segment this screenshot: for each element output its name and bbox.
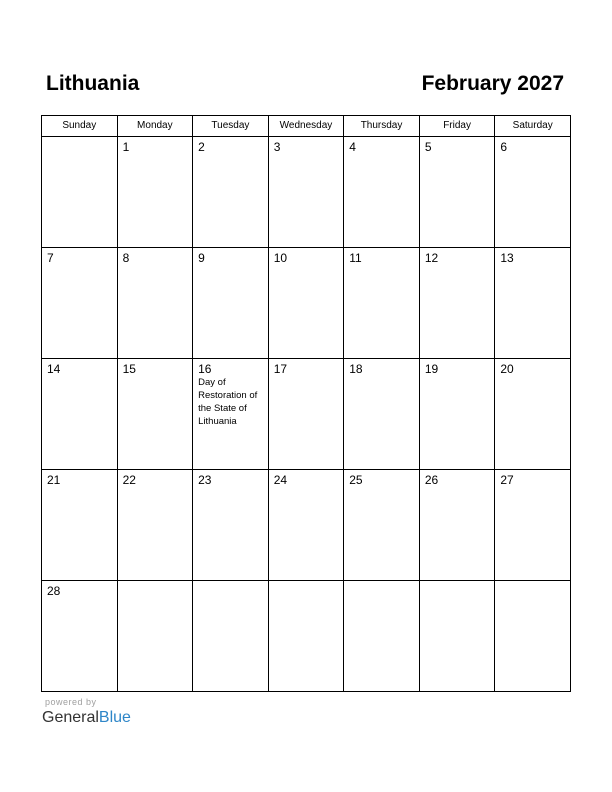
day-number: 5 [424,140,432,154]
day-number: 4 [349,140,356,154]
empty-day-cell [268,581,344,692]
brand-general-text: General [42,709,99,726]
day-number: 27 [500,473,514,487]
day-cell[interactable] [344,470,420,581]
day-number: 18 [349,362,363,376]
week-row [42,248,571,359]
weekday-sunday: Sunday [42,116,118,137]
day-cell[interactable] [268,359,344,470]
day-number: 20 [500,362,514,376]
day-cell[interactable] [42,581,118,692]
empty-day-cell [117,581,193,692]
week-row [42,137,571,248]
day-number: 16 [198,362,212,376]
day-number: 21 [47,473,61,487]
calendar-body [42,137,571,692]
empty-day-cell [419,581,495,692]
day-number: 3 [273,140,281,154]
weekday-tuesday: Tuesday [193,116,269,137]
empty-day-cell [193,581,269,692]
day-number: 28 [47,584,61,598]
day-number: 19 [424,362,439,376]
empty-day-cell [42,137,118,248]
day-cell[interactable] [419,137,495,248]
day-number: 24 [273,473,288,487]
month-title: February 2027 [421,72,564,95]
day-number: 15 [122,362,136,376]
day-number: 2 [198,140,205,154]
day-cell[interactable] [419,470,495,581]
day-number: 10 [273,251,288,265]
week-row [42,359,571,470]
day-cell[interactable] [193,470,269,581]
empty-day-cell [344,581,420,692]
day-number: 13 [500,251,514,265]
country-title: Lithuania [46,72,140,95]
week-row [42,470,571,581]
week-row [42,581,571,692]
day-cell[interactable] [117,470,193,581]
generalblue-logo[interactable] [42,708,131,728]
powered-by-label: powered by [45,697,97,707]
day-number: 1 [122,140,130,154]
day-cell[interactable] [268,248,344,359]
day-number: 25 [349,473,363,487]
day-cell[interactable] [42,470,118,581]
day-cell[interactable] [419,248,495,359]
day-cell[interactable] [193,359,269,470]
weekday-header-row [42,116,571,137]
calendar-grid [41,115,571,692]
day-number: 22 [122,473,136,487]
day-cell[interactable] [193,137,269,248]
day-cell[interactable] [268,137,344,248]
day-cell[interactable] [42,359,118,470]
weekday-wednesday: Wednesday [268,116,344,137]
day-number: 26 [424,473,439,487]
day-number: 9 [198,251,205,265]
weekday-thursday: Thursday [344,116,420,137]
day-number: 14 [47,362,61,376]
day-cell[interactable] [495,137,571,248]
day-cell[interactable] [117,359,193,470]
empty-day-cell [495,581,571,692]
day-number: 8 [122,251,130,265]
weekday-monday: Monday [117,116,193,137]
brand-blue-text: Blue [98,709,131,726]
day-cell[interactable] [117,248,193,359]
day-number: 17 [273,362,288,376]
weekday-saturday: Saturday [495,116,571,137]
day-cell[interactable] [344,137,420,248]
day-number: 23 [198,473,212,487]
day-cell[interactable] [344,248,420,359]
day-cell[interactable] [42,248,118,359]
day-number: 11 [349,251,362,265]
holiday-label: Day of Restoration of the State of Lithuania [198,377,258,427]
day-number: 6 [500,140,508,154]
day-cell[interactable] [495,359,571,470]
day-cell[interactable] [193,248,269,359]
day-number: 7 [47,251,54,265]
weekday-friday: Friday [419,116,495,137]
day-cell[interactable] [344,359,420,470]
day-number: 12 [424,251,439,265]
day-cell[interactable] [117,137,193,248]
day-cell[interactable] [495,470,571,581]
day-cell[interactable] [268,470,344,581]
day-cell[interactable] [419,359,495,470]
day-cell[interactable] [495,248,571,359]
